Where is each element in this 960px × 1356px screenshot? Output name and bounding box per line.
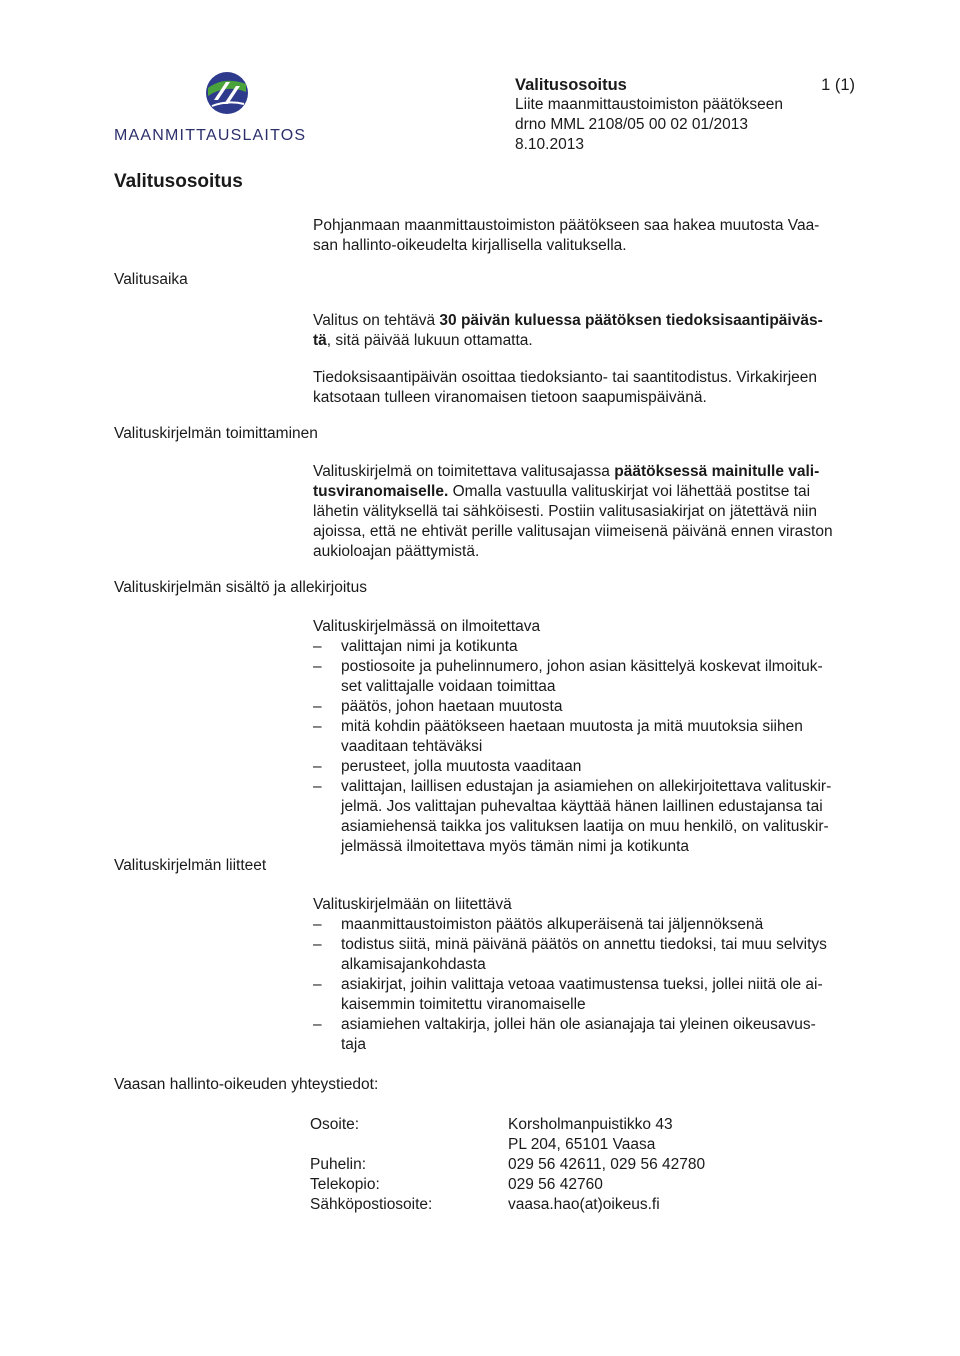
list-item <box>313 717 883 757</box>
list-item <box>313 777 883 857</box>
list-heading: Valituskirjelmään on liitettävä <box>313 896 512 913</box>
label-sisalto: Valituskirjelmän sisältö ja allekirjoitus <box>114 579 367 596</box>
text-line: lähetin välityksellä tai sähköisesti. Postiin valitusasiakirjat on jätettävä niin <box>313 503 817 520</box>
list-item <box>313 915 883 935</box>
liitteet-section <box>313 895 883 1055</box>
list-item-line: – asiamiehen valtakirja, jollei hän ole asianajaja tai yleinen oikeusavus- <box>341 1016 816 1033</box>
osoite-value: Korsholmanpuistikko 43 <box>508 1116 673 1133</box>
page-number: 1 (1) <box>821 76 855 94</box>
list-item <box>313 657 883 697</box>
text-span: Valitus on tehtävä <box>313 312 440 329</box>
reference-number: drno MML 2108/05 00 02 01/2013 <box>515 116 748 133</box>
text-span: , sitä päivää lukuun ottamatta. <box>326 332 533 349</box>
text-span: Omalla vastuulla valituskirjat voi lähettää postitse tai <box>448 483 811 500</box>
label-valitusaika: Valitusaika <box>114 271 188 288</box>
intro-line: san hallinto-oikeudelta kirjallisella valituksella. <box>313 237 627 254</box>
list-item-line: – postiosoite ja puhelinnumero, johon asian käsittelyä koskevat ilmoituk- <box>341 658 823 675</box>
list-item <box>313 757 883 777</box>
org-name: MAANMITTAUSLAITOS <box>114 127 307 144</box>
contact-info <box>310 1115 705 1215</box>
sisalto-list <box>313 637 883 857</box>
list-item-line: – todistus siitä, minä päivänä päätös on annettu tiedoksi, tai muu selvitys <box>341 936 827 953</box>
list-item-line: taja <box>341 1036 366 1053</box>
list-item-line: asiamiehensä taikka jos valituksen laatija on muu henkilö, on valituskir- <box>341 818 829 835</box>
text-line: ajoissa, että ne ehtivät perille valitusajan viimeisenä päivänä ennen viraston <box>313 523 833 540</box>
doc-header <box>515 75 855 155</box>
page-title: Valitusosoitus <box>114 171 243 192</box>
puhelin-value: 029 56 42611, 029 56 42780 <box>508 1156 706 1173</box>
text-line: Tiedoksisaantipäivän osoittaa tiedoksianto- tai saantitodistus. Virkakirjeen <box>313 369 818 386</box>
intro-text <box>313 216 883 256</box>
email-label: Sähköpostiosoite: <box>310 1196 433 1213</box>
list-item <box>313 935 883 975</box>
text-line: katsotaan tulleen viranomaisen tietoon saapumispäivänä. <box>313 389 707 406</box>
bold-span: päätöksessä mainitulle vali- <box>614 463 820 480</box>
list-item-line: set valittajalle voidaan toimittaa <box>341 678 556 695</box>
label-toimittaminen: Valituskirjelmän toimittaminen <box>114 425 318 442</box>
list-item-line: kaisemmin toimitettu viranomaiselle <box>341 996 586 1013</box>
label-liitteet: Valituskirjelmän liitteet <box>114 857 267 874</box>
text-line: aukioloajan päättymistä. <box>313 543 480 560</box>
list-item-line: – perusteet, jolla muutosta vaaditaan <box>341 758 582 775</box>
valitusaika-text <box>313 311 883 351</box>
list-item-line: – asiakirjat, joihin valittaja vetoaa vaatimustensa tueksi, jollei niitä ole ai- <box>341 976 823 993</box>
osoite-label: Osoite: <box>310 1116 360 1133</box>
list-item <box>313 975 883 1015</box>
doc-date: 8.10.2013 <box>515 136 584 153</box>
list-item-line: – valittajan, laillisen edustajan ja asiamiehen on allekirjoitettava valituskir- <box>341 778 832 795</box>
email-value: vaasa.hao(at)oikeus.fi <box>508 1196 660 1213</box>
list-item-line: – päätös, johon haetaan muutosta <box>341 698 563 715</box>
org-emblem-icon <box>204 70 250 116</box>
list-item-line: – mitä kohdin päätökseen haetaan muutosta ja mitä muutoksia siihen <box>341 718 803 735</box>
list-item-line: – valittajan nimi ja kotikunta <box>341 638 518 655</box>
list-item <box>313 637 883 657</box>
liitteet-list <box>313 915 883 1055</box>
bold-span: 30 päivän kuluessa päätöksen tiedoksisaantipäiväs- <box>439 312 823 329</box>
label-yhteystiedot: Vaasan hallinto-oikeuden yhteystiedot: <box>114 1076 379 1093</box>
telekopio-value: 029 56 42760 <box>508 1176 603 1193</box>
toimittaminen-text <box>313 462 883 562</box>
telekopio-label: Telekopio: <box>310 1176 380 1193</box>
org-logo <box>114 70 344 150</box>
sisalto-section <box>313 617 883 857</box>
bold-span: tä <box>313 332 327 349</box>
list-heading: Valituskirjelmässä on ilmoitettava <box>313 618 541 635</box>
list-item <box>313 1015 883 1055</box>
attachment-line: Liite maanmittaustoimiston päätökseen <box>515 96 783 113</box>
list-item <box>313 697 883 717</box>
intro-line: Pohjanmaan maanmittaustoimiston päätökseen saa hakea muutosta Vaa- <box>313 217 820 234</box>
text-span: Valituskirjelmä on toimitettava valitusajassa <box>313 463 615 480</box>
bold-span: tusviranomaiselle. <box>313 483 449 500</box>
list-item-line: jelmä. Jos valittajan puhevaltaa käyttää hänen laillinen edustajansa tai <box>341 798 823 815</box>
doc-title: Valitusosoitus <box>515 76 627 94</box>
list-item-line: vaaditaan tehtäväksi <box>341 738 483 755</box>
osoite-value: PL 204, 65101 Vaasa <box>508 1136 656 1153</box>
puhelin-label: Puhelin: <box>310 1156 367 1173</box>
list-item-line: – maanmittaustoimiston päätös alkuperäisenä tai jäljennöksenä <box>341 916 764 933</box>
list-item-line: jelmässä ilmoitettava myös tämän nimi ja kotikunta <box>341 838 690 855</box>
tiedoksisaanti-text <box>313 368 883 408</box>
list-item-line: alkamisajankohdasta <box>341 956 486 973</box>
